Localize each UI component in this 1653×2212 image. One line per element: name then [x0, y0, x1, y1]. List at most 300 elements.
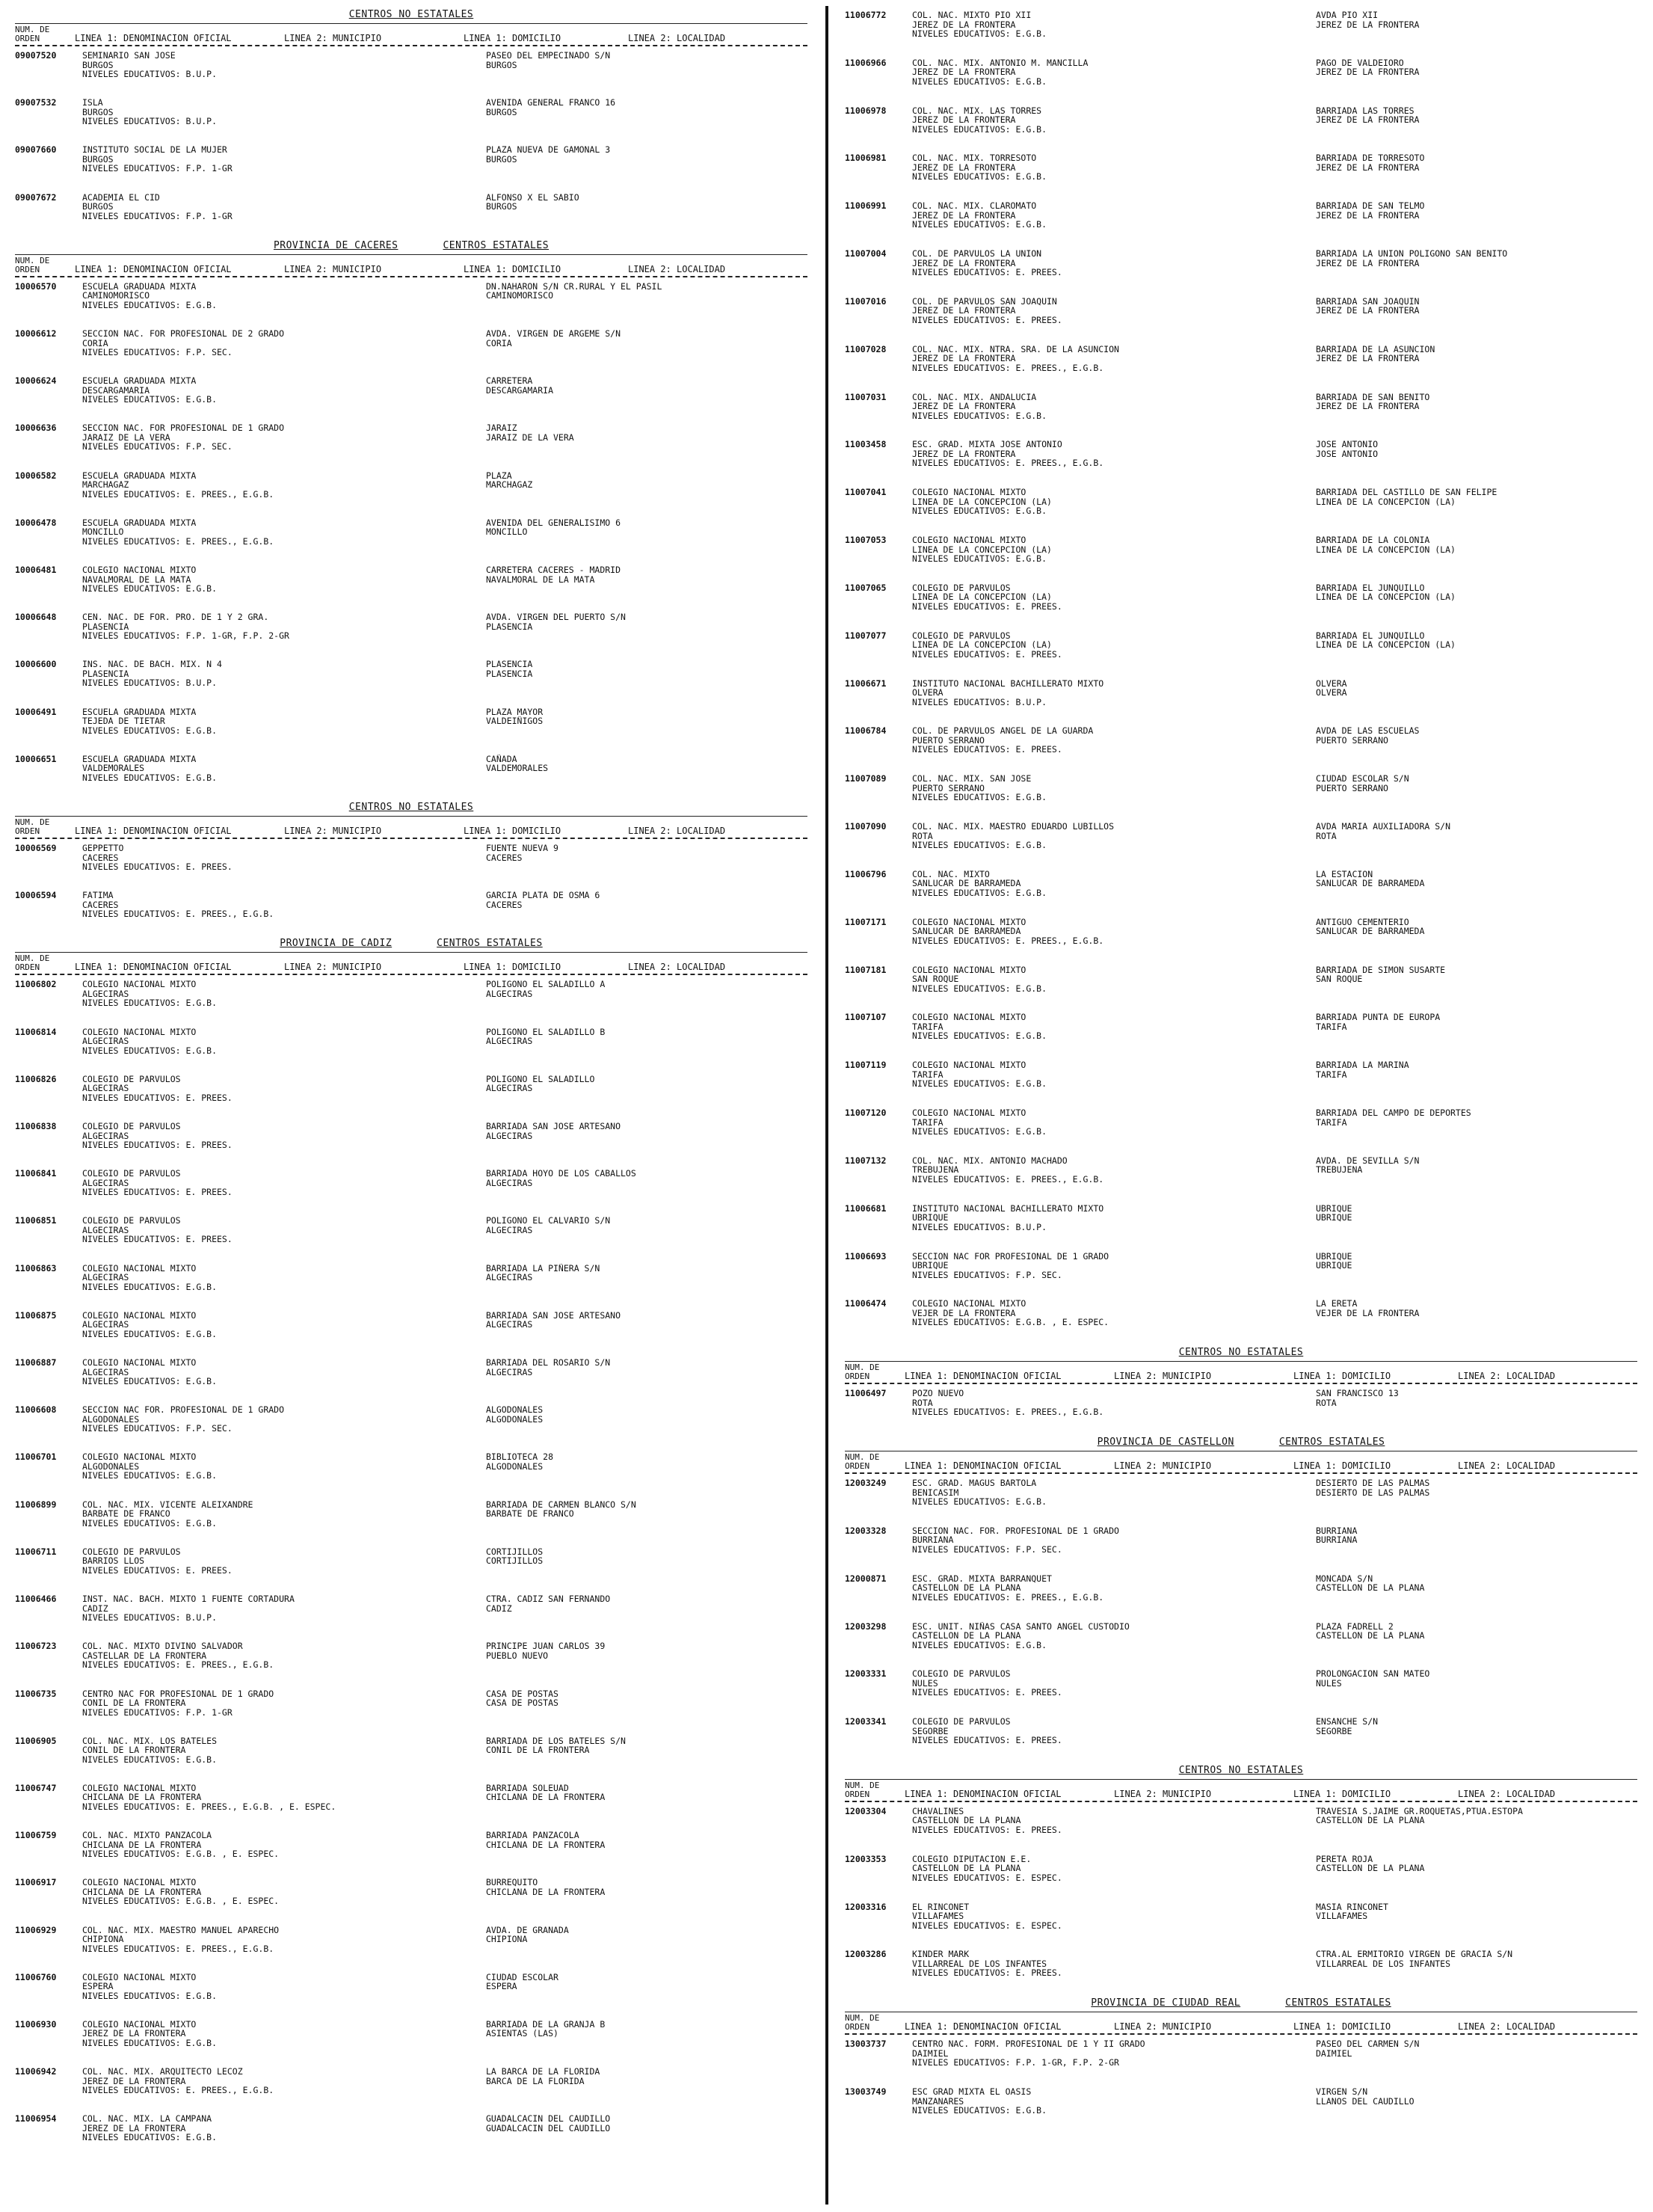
record-domicilio: AVDA DE LAS ESCUELAS [1316, 726, 1420, 736]
record-localidad: LINEA DE LA CONCEPCION (LA) [1316, 640, 1456, 650]
record-address [456, 1831, 807, 1859]
section-title [15, 9, 807, 20]
record-address [1286, 2087, 1637, 2116]
record-localidad: CASA DE POSTAS [486, 1698, 558, 1708]
record-domicilio: CIUDAD ESCOLAR S/N [1316, 774, 1409, 784]
column-header [845, 1361, 1637, 1384]
left-column [15, 4, 807, 2162]
record-row [845, 1252, 1637, 1280]
record-domicilio: BARRIADA SAN JOSE ARTESANO [486, 1122, 621, 1131]
record-municipio: JEREZ DE LA FRONTERA [912, 19, 1016, 29]
section-title [845, 1997, 1637, 2009]
record-number: 09007672 [15, 191, 57, 203]
header-municipio: LINEA 2: MUNICIPIO [1114, 2021, 1212, 2033]
record-localidad: ALGECIRAS [486, 1225, 533, 1235]
record-localidad: ALGECIRAS [486, 1178, 533, 1188]
record-name: ESC. UNIT. NIÑAS CASA SANTO ANGEL CUSTODIO [912, 1621, 1130, 1631]
record-row [845, 345, 1637, 373]
record-niveles: NIVELES EDUCATIVOS: E.G.B. [82, 1282, 218, 1292]
record-municipio: CASTELLAR DE LA FRONTERA [82, 1650, 207, 1661]
record-niveles: NIVELES EDUCATIVOS: F.P. 1-GR, F.P. 2-GR [82, 631, 289, 641]
record-row [15, 1736, 807, 1765]
record-name: SECCION NAC FOR. PROFESIONAL DE 1 GRADO [82, 1405, 285, 1415]
record-localidad: CACERES [486, 852, 523, 863]
record-name: COLEGIO DE PARVULOS [82, 1546, 181, 1557]
record-municipio: DESCARGAMARIA [82, 385, 150, 396]
record-localidad: PUEBLO NUEVO [486, 1650, 549, 1661]
record-description [82, 2067, 456, 2095]
column-header [15, 816, 807, 839]
record-number: 11006966 [845, 57, 887, 68]
record-name: SECCION NAC. FOR PROFESIONAL DE 2 GRADO [82, 329, 285, 339]
record-row [15, 98, 807, 126]
record-number: 10006570 [15, 280, 57, 292]
record-description [912, 1717, 1286, 1745]
record-localidad: ALGECIRAS [486, 1131, 533, 1141]
record-niveles: NIVELES EDUCATIVOS: E. PREES. [912, 1968, 1062, 1978]
record-name: INSTITUTO SOCIAL DE LA MUJER [82, 145, 227, 155]
record-number: 11006841 [15, 1168, 57, 1179]
record-name: COL. NAC. MIX. LA CAMPANA [82, 2114, 212, 2124]
record-number: 11006887 [15, 1357, 57, 1368]
record-number: 12000871 [845, 1573, 887, 1584]
record-address [1286, 1013, 1637, 1041]
record-address [456, 1641, 807, 1670]
record-municipio: ALGECIRAS [82, 989, 129, 999]
record-name: COL. NAC. MIX. ANTONIO M. MANCILLA [912, 58, 1089, 68]
record-number: 11007089 [845, 773, 887, 784]
record-address [456, 145, 807, 173]
record-localidad: ROTA [1316, 1398, 1337, 1408]
column-header [845, 1451, 1637, 1474]
record-municipio: BENICASIM [912, 1487, 959, 1498]
record-municipio: CHIPIONA [82, 1935, 124, 1944]
record-niveles: NIVELES EDUCATIVOS: E. PREES. [912, 1688, 1062, 1698]
record-municipio: VILLARREAL DE LOS INFANTES [912, 1958, 1047, 1969]
record-row [15, 1784, 807, 1812]
record-address [1286, 1807, 1637, 1835]
record-row [15, 145, 807, 173]
record-name: GEPPETTO [82, 844, 124, 853]
record-row [845, 1622, 1637, 1650]
record-niveles: NIVELES EDUCATIVOS: E. PREES. [82, 1235, 233, 1244]
centro-type: CENTROS NO ESTATALES [348, 9, 474, 20]
record-row [845, 535, 1637, 564]
record-address [456, 2114, 807, 2142]
record-number: 09007660 [15, 144, 57, 156]
record-description [912, 1108, 1286, 1137]
record-row [845, 1013, 1637, 1041]
record-address [1286, 1108, 1637, 1137]
record-domicilio: PROLONGACION SAN MATEO [1316, 1669, 1430, 1679]
header-localidad: LINEA 2: LOCALIDAD [1458, 1371, 1556, 1382]
record-localidad: ALGODONALES [486, 1461, 544, 1472]
record-number: 09007532 [15, 97, 57, 108]
record-localidad: ALGECIRAS [486, 1036, 533, 1046]
section-title [845, 1347, 1637, 1358]
record-row [845, 1526, 1637, 1555]
record-description [912, 106, 1286, 135]
record-description [82, 1878, 456, 1906]
record-localidad: SEGORBE [1316, 1726, 1352, 1736]
record-description [82, 1973, 456, 2001]
record-municipio: CHICLANA DE LA FRONTERA [82, 1887, 202, 1897]
record-address [456, 423, 807, 452]
record-address [1286, 297, 1637, 325]
record-address [1286, 1389, 1637, 1417]
record-domicilio: POLIGONO EL SALADILLO B [486, 1027, 606, 1037]
record-municipio: JEREZ DE LA FRONTERA [912, 449, 1016, 459]
record-address [1286, 1902, 1637, 1931]
record-name: ESC. GRAD. MIXTA BARRANQUET [912, 1573, 1052, 1584]
record-municipio: BURGOS [82, 60, 114, 70]
record-number: 10006636 [15, 423, 57, 434]
record-domicilio: POLIGONO EL SALADILLO [486, 1074, 595, 1084]
record-description [82, 193, 456, 221]
record-localidad: JEREZ DE LA FRONTERA [1316, 354, 1420, 363]
record-name: COLEGIO DIPUTACION E.E. [912, 1854, 1032, 1864]
record-description [912, 631, 1286, 660]
record-localidad: LINEA DE LA CONCEPCION (LA) [1316, 592, 1456, 602]
record-niveles: NIVELES EDUCATIVOS: E.G.B. [912, 841, 1047, 850]
record-domicilio: ENSANCHE S/N [1316, 1717, 1379, 1727]
record-address [1286, 870, 1637, 898]
record-description [82, 329, 456, 357]
section-title [15, 240, 807, 251]
record-address [1286, 249, 1637, 277]
record-niveles: NIVELES EDUCATIVOS: E. PREES. [82, 1565, 233, 1576]
record-localidad: VALDEIÑIGOS [486, 716, 544, 726]
record-description [82, 2020, 456, 2048]
record-address [456, 2067, 807, 2095]
record-localidad: MARCHAGAZ [486, 480, 533, 490]
record-municipio: JEREZ DE LA FRONTERA [82, 2123, 186, 2133]
record-row [845, 297, 1637, 325]
record-description [82, 1926, 456, 1954]
record-row [845, 726, 1637, 755]
record-number: 10006624 [15, 375, 57, 387]
record-niveles: NIVELES EDUCATIVOS: E.G.B. [82, 300, 218, 310]
header-domicilio: LINEA 1: DOMICILIO [464, 33, 561, 43]
record-address [1286, 1526, 1637, 1555]
province-name: PROVINCIA DE CADIZ [280, 938, 393, 950]
header-num: NUM. DE ORDEN [15, 953, 50, 973]
record-municipio: PLASENCIA [82, 621, 129, 632]
record-row [15, 329, 807, 357]
record-address [456, 980, 807, 1008]
record-number: 11006929 [15, 1924, 57, 1935]
record-municipio: JARAIZ DE LA VERA [82, 432, 170, 443]
record-domicilio: DESIERTO DE LAS PALMAS [1316, 1478, 1430, 1488]
record-row [15, 1594, 807, 1623]
record-name: SECCION NAC. FOR PROFESIONAL DE 1 GRADO [82, 423, 285, 433]
record-row [15, 2020, 807, 2048]
record-row [15, 1547, 807, 1576]
record-municipio: VALDEMORALES [82, 764, 145, 773]
record-niveles: NIVELES EDUCATIVOS: E. PREES. [912, 1736, 1062, 1745]
record-niveles: NIVELES EDUCATIVOS: E. PREES., E.G.B. [82, 2086, 274, 2095]
record-number: 11006497 [845, 1388, 887, 1399]
record-row [15, 660, 807, 688]
record-address [456, 1784, 807, 1812]
record-niveles: NIVELES EDUCATIVOS: B.U.P. [82, 678, 218, 688]
record-localidad: JEREZ DE LA FRONTERA [1316, 402, 1420, 411]
record-name: COLEGIO DE PARVULOS [912, 1669, 1011, 1679]
record-domicilio: PASEO DEL EMPECINADO S/N [486, 51, 611, 61]
record-niveles: NIVELES EDUCATIVOS: E. PREES., E.G.B. [82, 909, 274, 919]
record-municipio: ESPERA [82, 1982, 114, 1991]
record-domicilio: BARRIADA EL JUNQUILLO [1316, 630, 1425, 641]
record-number: 11007004 [845, 248, 887, 259]
record-name: EL RINCONET [912, 1902, 970, 1912]
header-domicilio: LINEA 1: DOMICILIO [464, 263, 561, 274]
record-address [456, 1594, 807, 1623]
record-description [82, 98, 456, 126]
record-number: 11006759 [15, 1830, 57, 1841]
record-municipio: MARCHAGAZ [82, 480, 129, 490]
record-municipio: CHICLANA DE LA FRONTERA [82, 1792, 202, 1802]
record-row [15, 565, 807, 594]
record-number: 11006863 [15, 1262, 57, 1274]
record-address [1286, 10, 1637, 39]
record-row [845, 1204, 1637, 1232]
record-localidad: NAVALMORAL DE LA MATA [486, 574, 595, 585]
record-niveles: NIVELES EDUCATIVOS: E. PREES., E.G.B. [912, 1407, 1104, 1417]
record-domicilio: BARRIADA DE LA COLONIA [1316, 535, 1430, 545]
record-niveles: NIVELES EDUCATIVOS: F.P. SEC. [912, 1544, 1062, 1555]
record-number: 11006942 [15, 2066, 57, 2077]
record-niveles: NIVELES EDUCATIVOS: E.G.B. [82, 1471, 218, 1481]
record-domicilio: BARRIADA DEL ROSARIO S/N [486, 1358, 611, 1368]
record-municipio: JEREZ DE LA FRONTERA [912, 162, 1016, 173]
record-row [845, 201, 1637, 230]
record-number: 12003304 [845, 1805, 887, 1816]
record-niveles: NIVELES EDUCATIVOS: E. PREES. [912, 1825, 1062, 1835]
record-description [912, 583, 1286, 612]
record-niveles: NIVELES EDUCATIVOS: E. PREES. [82, 1093, 233, 1103]
record-number: 11007119 [845, 1060, 887, 1071]
record-description [912, 1574, 1286, 1603]
record-name: COL. NAC. MIX. MAESTRO MANUEL APARECHO [82, 1925, 280, 1935]
record-niveles: NIVELES EDUCATIVOS: E.G.B. [912, 124, 1047, 135]
record-address [1286, 1855, 1637, 1883]
right-column [845, 10, 1637, 2135]
record-description [82, 2114, 456, 2142]
record-row [845, 1717, 1637, 1745]
record-address [1286, 1060, 1637, 1089]
record-name: COLEGIO NACIONAL MIXTO [912, 488, 1026, 497]
record-niveles: NIVELES EDUCATIVOS: E.G.B. [912, 506, 1047, 516]
record-row [15, 980, 807, 1008]
record-row [845, 965, 1637, 994]
header-denominacion: LINEA 1: DENOMINACION OFICIAL [75, 33, 232, 43]
record-description [82, 1594, 456, 1623]
record-localidad: CORTIJILLOS [486, 1556, 544, 1566]
record-number: 11007107 [845, 1012, 887, 1023]
record-name: COLEGIO NACIONAL MIXTO [82, 2019, 197, 2030]
record-niveles: NIVELES EDUCATIVOS: E. ESPEC. [912, 1920, 1062, 1931]
record-name: COL. DE PARVULOS ANGEL DE LA GUARDA [912, 726, 1094, 736]
record-address [1286, 1950, 1637, 1978]
record-number: 11006917 [15, 1877, 57, 1888]
record-address [456, 891, 807, 919]
record-localidad: VEJER DE LA FRONTERA [1316, 1308, 1420, 1318]
record-description [912, 918, 1286, 946]
record-municipio: CADIZ [82, 1603, 108, 1614]
record-domicilio: CTRA. CADIZ SAN FERNANDO [486, 1594, 611, 1604]
record-niveles: NIVELES EDUCATIVOS: E.G.B. [912, 172, 1047, 182]
record-name: ESC. GRAD. MAGUS BARTOLA [912, 1478, 1037, 1488]
record-description [912, 440, 1286, 468]
record-niveles: NIVELES EDUCATIVOS: E.G.B. [912, 2106, 1047, 2116]
record-name: COL. NAC. MIX. LOS BATELES [82, 1736, 218, 1746]
header-num: NUM. DE ORDEN [845, 2013, 880, 2033]
record-municipio: ALGECIRAS [82, 1367, 129, 1377]
record-name: COL. NAC. MIXTO PIO XII [912, 10, 1032, 20]
record-address [1286, 965, 1637, 994]
record-description [912, 1622, 1286, 1650]
record-number: 11006930 [15, 2018, 57, 2030]
record-name: COLEGIO DE PARVULOS [82, 1122, 181, 1131]
record-name: POZO NUEVO [912, 1389, 964, 1398]
record-name: COLEGIO DE PARVULOS [82, 1074, 181, 1084]
record-municipio: CASTELLON DE LA PLANA [912, 1864, 1021, 1873]
record-localidad: DAIMIEL [1316, 2048, 1352, 2059]
record-municipio: PLASENCIA [82, 669, 129, 679]
record-description [82, 51, 456, 79]
record-description [912, 249, 1286, 277]
record-description [912, 774, 1286, 802]
header-num: NUM. DE ORDEN [15, 25, 50, 43]
record-municipio: SANLUCAR DE BARRAMEDA [912, 879, 1021, 888]
record-number: 12003249 [845, 1478, 887, 1489]
record-address [456, 1973, 807, 2001]
record-row [845, 393, 1637, 421]
record-name: ESCUELA GRADUADA MIXTA [82, 754, 197, 764]
record-name: KINDER MARK [912, 1950, 970, 1959]
record-niveles: NIVELES EDUCATIVOS: E.G.B. [912, 1079, 1047, 1089]
record-name: CENTRO NAC. FORM. PROFESIONAL DE 1 Y II GRADO [912, 2039, 1145, 2049]
record-localidad: CONIL DE LA FRONTERA [486, 1745, 590, 1755]
record-localidad: SANLUCAR DE BARRAMEDA [1316, 927, 1425, 936]
record-localidad: ALGECIRAS [486, 1320, 533, 1330]
record-number: 12003341 [845, 1716, 887, 1727]
record-address [1286, 631, 1637, 660]
record-number: 11007077 [845, 630, 887, 641]
record-name: COLEGIO NACIONAL MIXTO [82, 1972, 197, 1982]
record-municipio: PUERTO SERRANO [912, 783, 985, 793]
record-row [15, 1122, 807, 1150]
record-row [845, 870, 1637, 898]
record-domicilio: SAN FRANCISCO 13 [1316, 1389, 1399, 1398]
record-niveles: NIVELES EDUCATIVOS: E.G.B. [82, 1754, 218, 1765]
record-number: 11006981 [845, 153, 887, 164]
record-description [82, 1264, 456, 1292]
record-municipio: CASTELLON DE LA PLANA [912, 1816, 1021, 1825]
record-name: COL. NAC. MIX. SAN JOSE [912, 774, 1032, 784]
record-address [456, 1405, 807, 1434]
record-domicilio: AVENIDA DEL GENERALISIMO 6 [486, 517, 621, 528]
record-niveles: NIVELES EDUCATIVOS: B.U.P. [912, 697, 1047, 707]
record-number: 11003458 [845, 439, 887, 450]
record-description [82, 518, 456, 547]
record-localidad: MONCILLO [486, 527, 528, 537]
record-number: 12003331 [845, 1668, 887, 1680]
record-number: 11006693 [845, 1250, 887, 1262]
record-address [456, 1689, 807, 1718]
header-domicilio: LINEA 1: DOMICILIO [1293, 1371, 1391, 1382]
record-municipio: ALGODONALES [82, 1461, 140, 1472]
record-row [845, 1478, 1637, 1507]
record-domicilio: BURRIANA [1316, 1526, 1358, 1536]
record-address [456, 1736, 807, 1765]
header-domicilio: LINEA 1: DOMICILIO [1293, 1788, 1391, 1799]
record-row [845, 822, 1637, 850]
record-domicilio: BARRIADA DE LOS BATELES S/N [486, 1736, 626, 1746]
record-municipio: CORIA [82, 338, 108, 348]
header-municipio: LINEA 2: MUNICIPIO [1114, 1371, 1212, 1382]
section-title [845, 1765, 1637, 1776]
record-domicilio: AVDA. DE GRANADA [486, 1925, 569, 1935]
record-description [912, 2039, 1286, 2068]
record-localidad: ASIENTAS (LAS) [486, 2029, 558, 2039]
record-domicilio: BARRIADA DE LA ASUNCION [1316, 344, 1435, 354]
record-description [82, 1122, 456, 1150]
record-address [456, 376, 807, 405]
record-domicilio: AVDA. VIRGEN DE ARGEME S/N [486, 329, 621, 339]
record-niveles: NIVELES EDUCATIVOS: E.G.B. [912, 411, 1047, 421]
record-localidad: VILLAFAMES [1316, 1911, 1368, 1921]
record-name: COLEGIO NACIONAL MIXTO [912, 1108, 1026, 1118]
record-name: ESC GRAD MIXTA EL OASIS [912, 2087, 1032, 2097]
header-num: NUM. DE ORDEN [15, 255, 50, 274]
record-municipio: BURGOS [82, 154, 114, 165]
record-description [912, 1060, 1286, 1089]
record-row [15, 2114, 807, 2142]
record-domicilio: PLAZA [486, 470, 512, 481]
record-number: 09007520 [15, 50, 57, 61]
record-description [82, 1831, 456, 1859]
record-localidad: BURGOS [486, 107, 517, 117]
record-niveles: NIVELES EDUCATIVOS: F.P. 1-GR [82, 1707, 233, 1717]
record-name: COLEGIO NACIONAL MIXTO [82, 565, 197, 575]
record-domicilio: ANTIGUO CEMENTERIO [1316, 917, 1409, 927]
record-domicilio: OLVERA [1316, 678, 1347, 689]
record-address [456, 518, 807, 547]
record-domicilio: CARRETERA [486, 376, 533, 386]
record-description [82, 755, 456, 783]
header-domicilio: LINEA 1: DOMICILIO [1293, 2021, 1391, 2033]
record-description [82, 1500, 456, 1529]
record-name: CHAVALINES [912, 1806, 964, 1816]
record-address [1286, 535, 1637, 564]
record-municipio: LINEA DE LA CONCEPCION (LA) [912, 497, 1052, 507]
record-number: 12003316 [845, 1901, 887, 1912]
record-municipio: JEREZ DE LA FRONTERA [912, 402, 1016, 411]
record-localidad: TARIFA [1316, 1117, 1347, 1128]
record-row [845, 774, 1637, 802]
record-description [82, 1547, 456, 1576]
record-domicilio: BARRIADA DE TORRESOTO [1316, 153, 1425, 163]
record-number: 11006784 [845, 725, 887, 737]
record-row [845, 1574, 1637, 1603]
header-domicilio: LINEA 1: DOMICILIO [464, 962, 561, 973]
column-header [845, 2012, 1637, 2035]
province-name: PROVINCIA DE CIUDAD REAL [1091, 1997, 1241, 2009]
record-description [82, 565, 456, 594]
record-municipio: TREBUJENA [912, 1165, 959, 1175]
record-municipio: NAVALMORAL DE LA MATA [82, 574, 191, 585]
